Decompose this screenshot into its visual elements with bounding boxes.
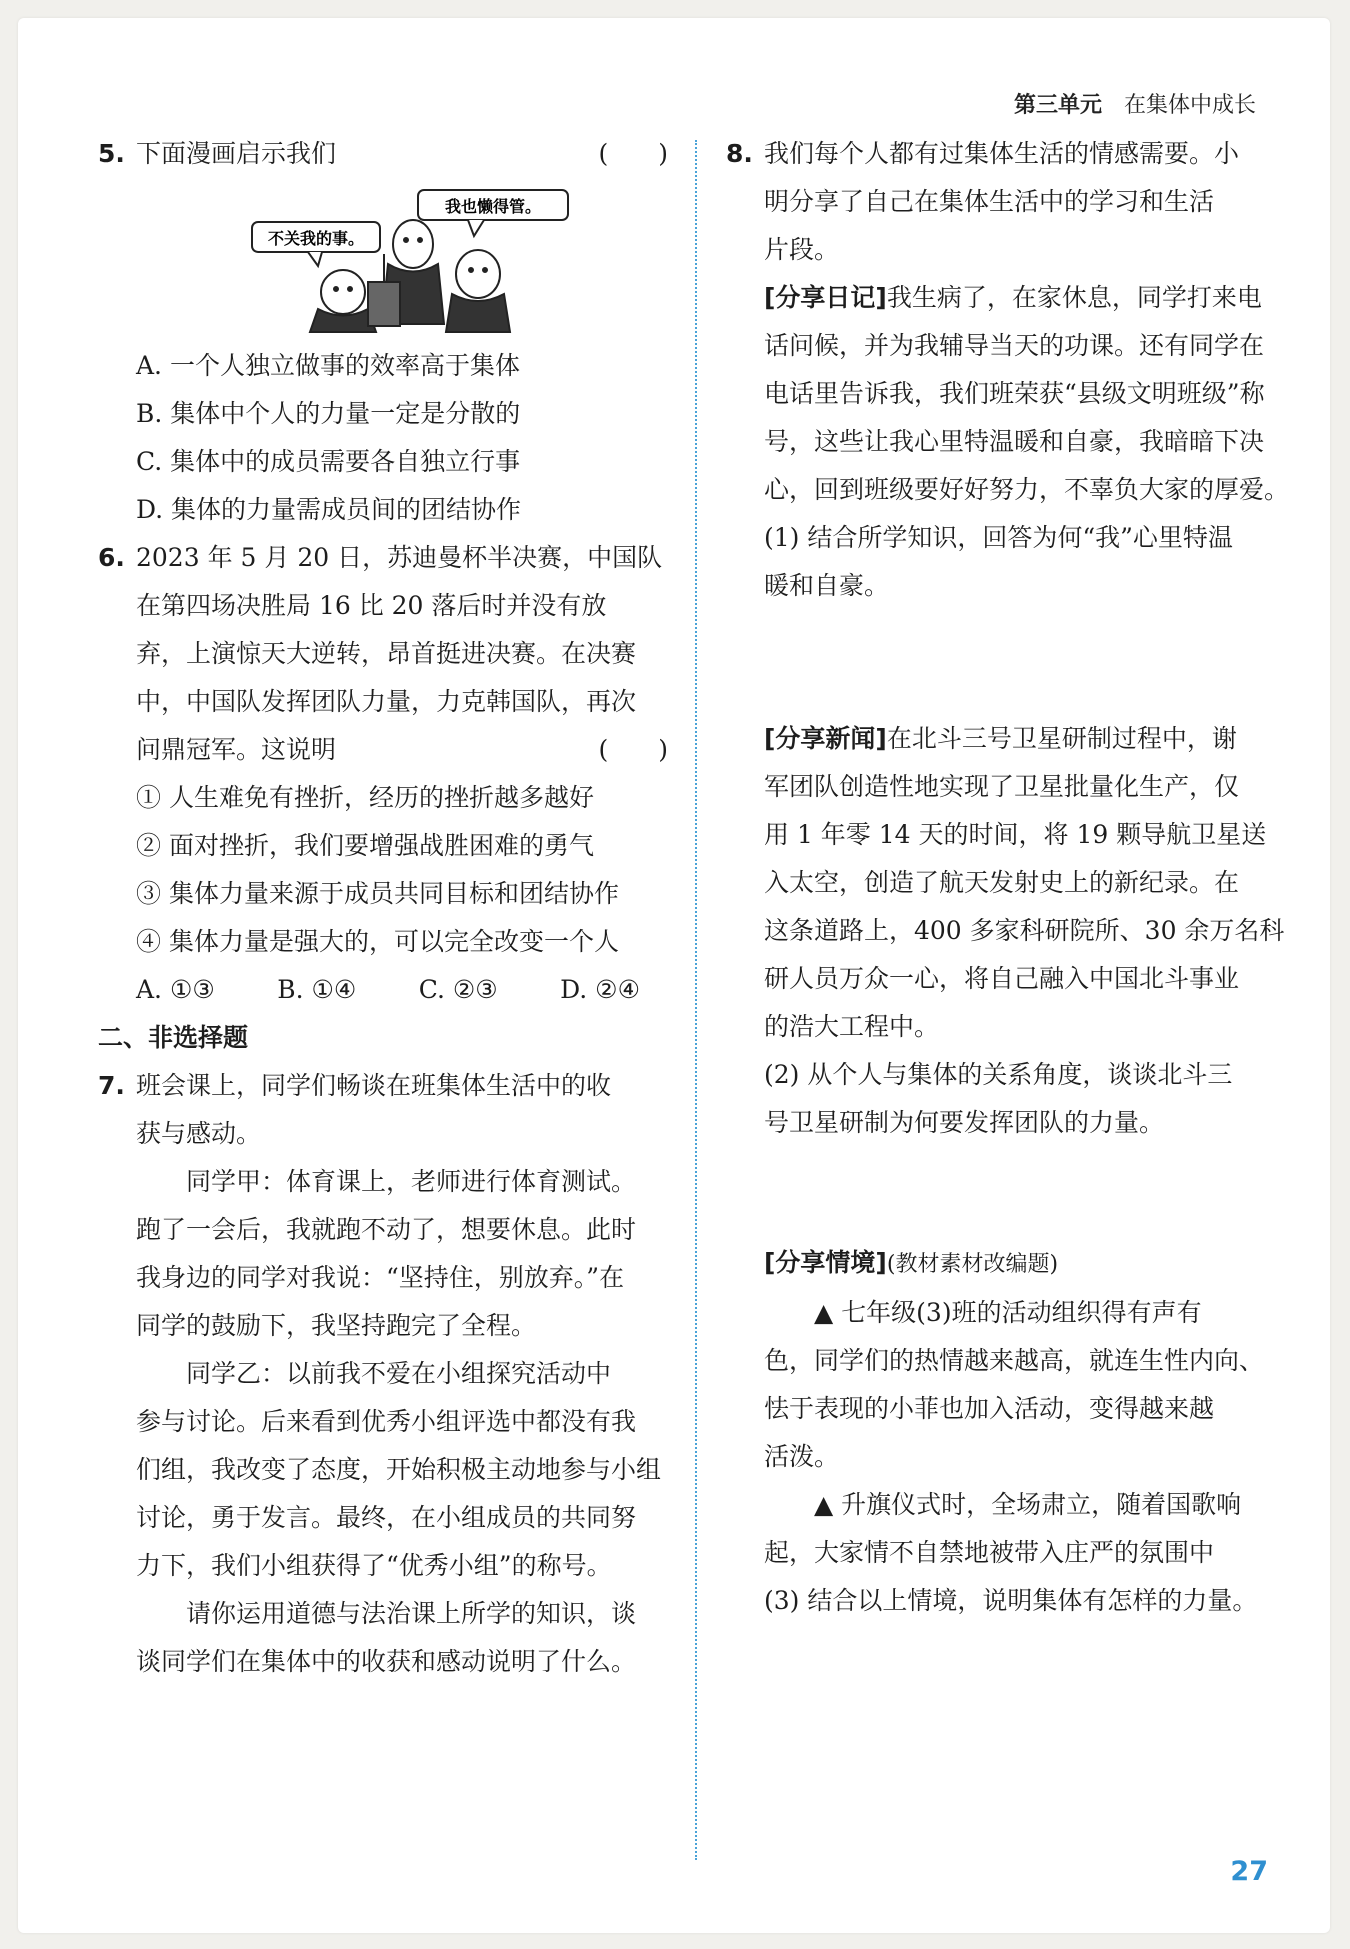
news-line: 用 1 年零 14 天的时间，将 19 颗导航卫星送 <box>764 820 1267 849</box>
question-number: 5. <box>98 139 125 168</box>
statement-3: ③ 集体力量来源于成员共同目标和团结协作 <box>136 879 619 908</box>
ask-line: 谈同学们在集体中的收获和感动说明了什么。 <box>136 1647 637 1676</box>
option-a: A. ①③ <box>136 975 215 1004</box>
answer-blank: ( ) <box>598 735 668 764</box>
question-number: 8. <box>726 139 753 168</box>
stem-line: 明分享了自己在集体生活中的学习和生活 <box>764 187 1215 216</box>
diary-line: 电话里告诉我，我们班荣获“县级文明班级”称 <box>764 379 1265 408</box>
stem-line: 弃，上演惊天大逆转，昂首挺进决赛。在决赛 <box>136 639 637 668</box>
page <box>18 18 1330 1933</box>
news-line: 研人员万众一心，将自己融入中国北斗事业 <box>764 964 1240 993</box>
sub-question-3: (3) 结合以上情境，说明集体有怎样的力量。 <box>764 1586 1258 1615</box>
answer-blank: ( ) <box>598 139 668 168</box>
statement-2: ② 面对挫折，我们要增强战胜困难的勇气 <box>136 831 594 860</box>
sub-question-2-cont: 号卫星研制为何要发挥团队的力量。 <box>764 1108 1165 1137</box>
para-line: 力下，我们小组获得了“优秀小组”的称号。 <box>136 1551 612 1580</box>
answer-space <box>764 1147 1296 1239</box>
question-6 <box>98 534 670 774</box>
para-line: 我身边的同学对我说：“坚持住，别放弃。”在 <box>136 1263 625 1292</box>
section-heading: 二、非选择题 <box>98 1023 249 1052</box>
scene-line: 起，大家情不自禁地被带入庄严的氛围中 <box>764 1538 1215 1567</box>
scene-note: (教材素材改编题) <box>886 1252 1059 1277</box>
scene-tag: [分享情境] <box>764 1248 887 1277</box>
column-divider <box>695 140 697 1860</box>
para-line: 讨论，勇于发言。最终，在小组成员的共同努 <box>136 1503 637 1532</box>
cartoon-illustration <box>248 184 578 334</box>
question-8 <box>726 130 1296 1625</box>
diary-line: 我生病了，在家休息，同学打来电 <box>886 283 1262 312</box>
stem-line: 获与感动。 <box>136 1119 262 1148</box>
left-column <box>98 130 670 1686</box>
speech-bubble-left: 不关我的事。 <box>267 229 365 248</box>
para-line: 参与讨论。后来看到优秀小组评选中都没有我 <box>136 1407 637 1436</box>
diary-line: 话问候，并为我辅导当天的功课。还有同学在 <box>764 331 1265 360</box>
news-tag: [分享新闻] <box>764 724 887 753</box>
page-header <box>1014 88 1256 119</box>
stem-line: 班会课上，同学们畅谈在班集体生活中的收 <box>136 1071 612 1100</box>
scene-line: 怯于表现的小菲也加入活动，变得越来越 <box>764 1394 1215 1423</box>
option-b: B. ①④ <box>277 975 357 1004</box>
news-line: 军团队创造性地实现了卫星批量化生产，仅 <box>764 772 1240 801</box>
sub-question-2: (2) 从个人与集体的关系角度，谈谈北斗三 <box>764 1060 1233 1089</box>
news-line: 入太空，创造了航天发射史上的新纪录。在 <box>764 868 1240 897</box>
diary-tag: [分享日记] <box>764 283 887 312</box>
page-number: 27 <box>1230 1856 1268 1887</box>
speech-bubble-right: 我也懒得管。 <box>444 197 542 216</box>
question-5 <box>98 130 670 178</box>
stem-line: 2023 年 5 月 20 日，苏迪曼杯半决赛，中国队 <box>136 543 663 572</box>
unit-title: 在集体中成长 <box>1123 93 1256 118</box>
para-line: 跑了一会后，我就跑不动了，想要休息。此时 <box>136 1215 637 1244</box>
question-number: 7. <box>98 1071 125 1100</box>
stem-line: 中，中国队发挥团队力量，力克韩国队，再次 <box>136 687 637 716</box>
ask-line: 请你运用道德与法治课上所学的知识，谈 <box>186 1599 637 1628</box>
option-c: C. ②③ <box>418 975 498 1004</box>
news-line: 在北斗三号卫星研制过程中，谢 <box>886 724 1237 753</box>
para-line: 同学乙：以前我不爱在小组探究活动中 <box>186 1359 612 1388</box>
news-line: 的浩大工程中。 <box>764 1012 940 1041</box>
stem-line: 在第四场决胜局 16 比 20 落后时并没有放 <box>136 591 607 620</box>
para-line: 同学甲：体育课上，老师进行体育测试。 <box>186 1167 637 1196</box>
statement-1: ① 人生难免有挫折，经历的挫折越多越好 <box>136 783 594 812</box>
news-line: 这条道路上，400 多家科研院所、30 余万名科 <box>764 916 1285 945</box>
option-d: D. ②④ <box>560 975 640 1004</box>
scene-line: ▲ 七年级(3)班的活动组织得有声有 <box>814 1298 1202 1327</box>
stem-line: 我们每个人都有过集体生活的情感需要。小 <box>764 139 1240 168</box>
sub-question-1: (1) 结合所学知识，回答为何“我”心里特温 <box>764 523 1233 552</box>
question-stem: 下面漫画启示我们 <box>136 139 337 168</box>
option-c: C. 集体中的成员需要各自独立行事 <box>136 447 521 476</box>
stem-line: 片段。 <box>764 235 840 264</box>
scene-line: 色，同学们的热情越来越高，就连生性内向、 <box>764 1346 1265 1375</box>
unit-label: 第三单元 <box>1013 93 1102 118</box>
scene-line: ▲ 升旗仪式时，全场肃立，随着国歌响 <box>814 1490 1242 1519</box>
diary-line: 心，回到班级要好好努力，不辜负大家的厚爱。 <box>764 475 1290 504</box>
answer-space <box>764 610 1296 715</box>
stem-line: 问鼎冠军。这说明 <box>136 735 337 764</box>
option-a: A. 一个人独立做事的效率高于集体 <box>136 351 520 380</box>
scene-line: 活泼。 <box>764 1442 840 1471</box>
statement-4: ④ 集体力量是强大的，可以完全改变一个人 <box>136 927 619 956</box>
right-column <box>726 130 1296 1625</box>
question-7 <box>98 1062 670 1686</box>
q6-options <box>98 966 670 1014</box>
para-line: 同学的鼓励下，我坚持跑完了全程。 <box>136 1311 537 1340</box>
sub-question-1-cont: 暖和自豪。 <box>764 571 890 600</box>
question-number: 6. <box>98 543 125 572</box>
diary-line: 号，这些让我心里特温暖和自豪，我暗暗下决 <box>764 427 1265 456</box>
para-line: 们组，我改变了态度，开始积极主动地参与小组 <box>136 1455 662 1484</box>
option-b: B. 集体中个人的力量一定是分散的 <box>136 399 521 428</box>
option-d: D. 集体的力量需成员间的团结协作 <box>136 495 522 524</box>
